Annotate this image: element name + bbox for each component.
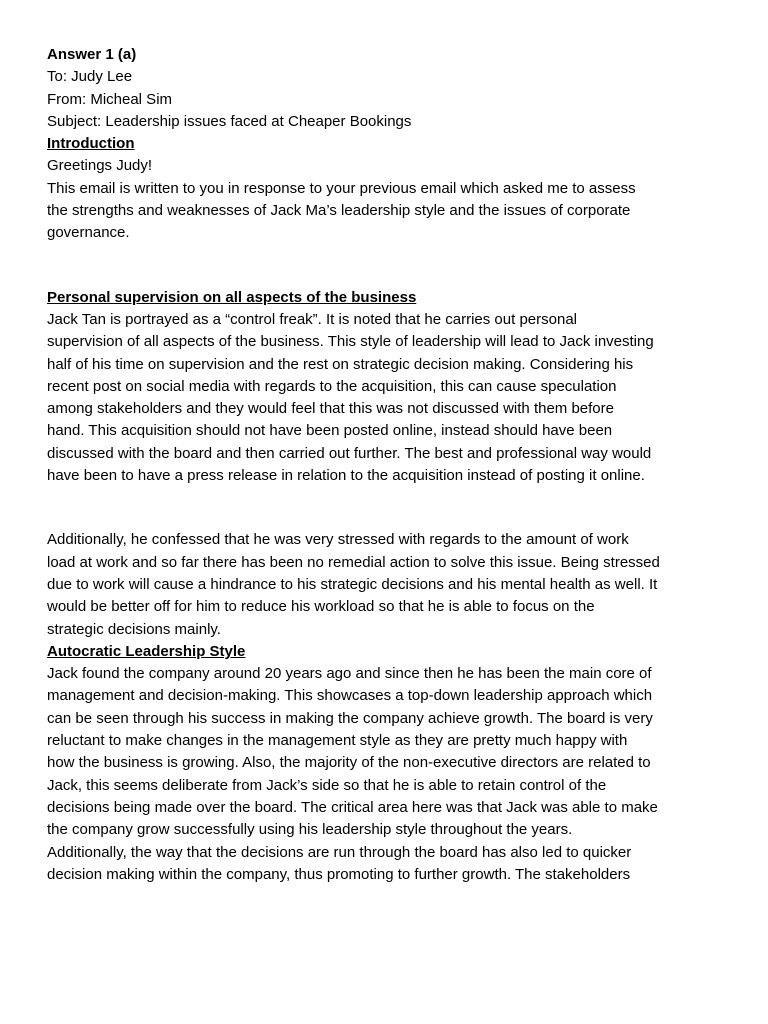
paragraph-line: supervision of all aspects of the business. This style of leadership will lead to Jack investing [47,333,654,351]
paragraph-line: decisions being made over the board. The critical area here was that Jack was able to make [47,798,658,816]
paragraph-line: reluctant to make changes in the management style as they are pretty much happy with [47,732,628,750]
section1-paragraph2 [47,529,731,640]
section1-heading: Personal supervision on all aspects of the business [47,288,417,306]
paragraph-line: load at work and so far there has been no remedial action to solve this issue. Being stressed [47,553,660,571]
paragraph-line: governance. [47,224,130,242]
paragraph-line: how the business is growing. Also, the majority of the non-executive directors are related to [47,754,651,772]
paragraph-line: have been to have a press release in relation to the acquisition instead of posting it online. [47,467,645,485]
paragraph-line: Jack found the company around 20 years ago and since then he has been the main core of [47,665,652,683]
paragraph-line: Additionally, he confessed that he was very stressed with regards to the amount of work [47,531,629,549]
paragraph-line: due to work will cause a hindrance to his strategic decisions and his mental health as well. It [47,575,658,593]
section1-paragraph1 [47,309,731,487]
paragraph-line: Additionally, the way that the decisions are run through the board has also led to quicker [47,843,632,861]
answer-label: Answer 1 (a) [47,46,137,63]
paragraph-line: Jack, this seems deliberate from Jack’s side so that he is able to retain control of the [47,776,607,794]
paragraph-line: hand. This acquisition should not have been posted online, instead should have been [47,422,613,440]
paragraph-line: can be seen through his success in making the company achieve growth. The board is very [47,709,653,727]
paragraph-line: Jack Tan is portrayed as a “control freak”. It is noted that he carries out personal [47,310,577,328]
from-line: From: Micheal Sim [47,90,173,108]
paragraph-line: strategic decisions mainly. [47,620,221,638]
paragraph-line: This email is written to you in response to your previous email which asked me to assess [47,179,636,197]
spacer [47,487,731,529]
paragraph-line: would be better off for him to reduce his workload so that he is able to focus on the [47,598,595,616]
paragraph-line: discussed with the board and then carried out further. The best and professional way would [47,444,652,462]
paragraph-line: half of his time on supervision and the rest on strategic decision making. Considering his [47,355,634,373]
paragraph-line: the company grow successfully using his leadership style throughout the years. [47,821,573,839]
section2-heading: Autocratic Leadership Style [47,642,246,660]
paragraph-line: recent post on social media with regards to the acquisition, this can cause speculation [47,377,617,395]
spacer [47,245,731,287]
paragraph-line: among stakeholders and they would feel that this was not discussed with them before [47,400,614,418]
paragraph-line: the strengths and weaknesses of Jack Ma’s leadership style and the issues of corporate [47,202,631,220]
section2-paragraph1 [47,663,731,886]
intro-heading: Introduction [47,135,135,153]
intro-paragraph [47,178,731,245]
subject-line: Subject: Leadership issues faced at Cheaper Bookings [47,112,412,130]
paragraph-line: management and decision-making. This showcases a top-down leadership approach which [47,687,653,705]
greeting: Greetings Judy! [47,157,153,175]
document-page [47,44,731,886]
paragraph-line: decision making within the company, thus promoting to further growth. The stakeholders [47,865,631,883]
to-line: To: Judy Lee [47,68,133,86]
